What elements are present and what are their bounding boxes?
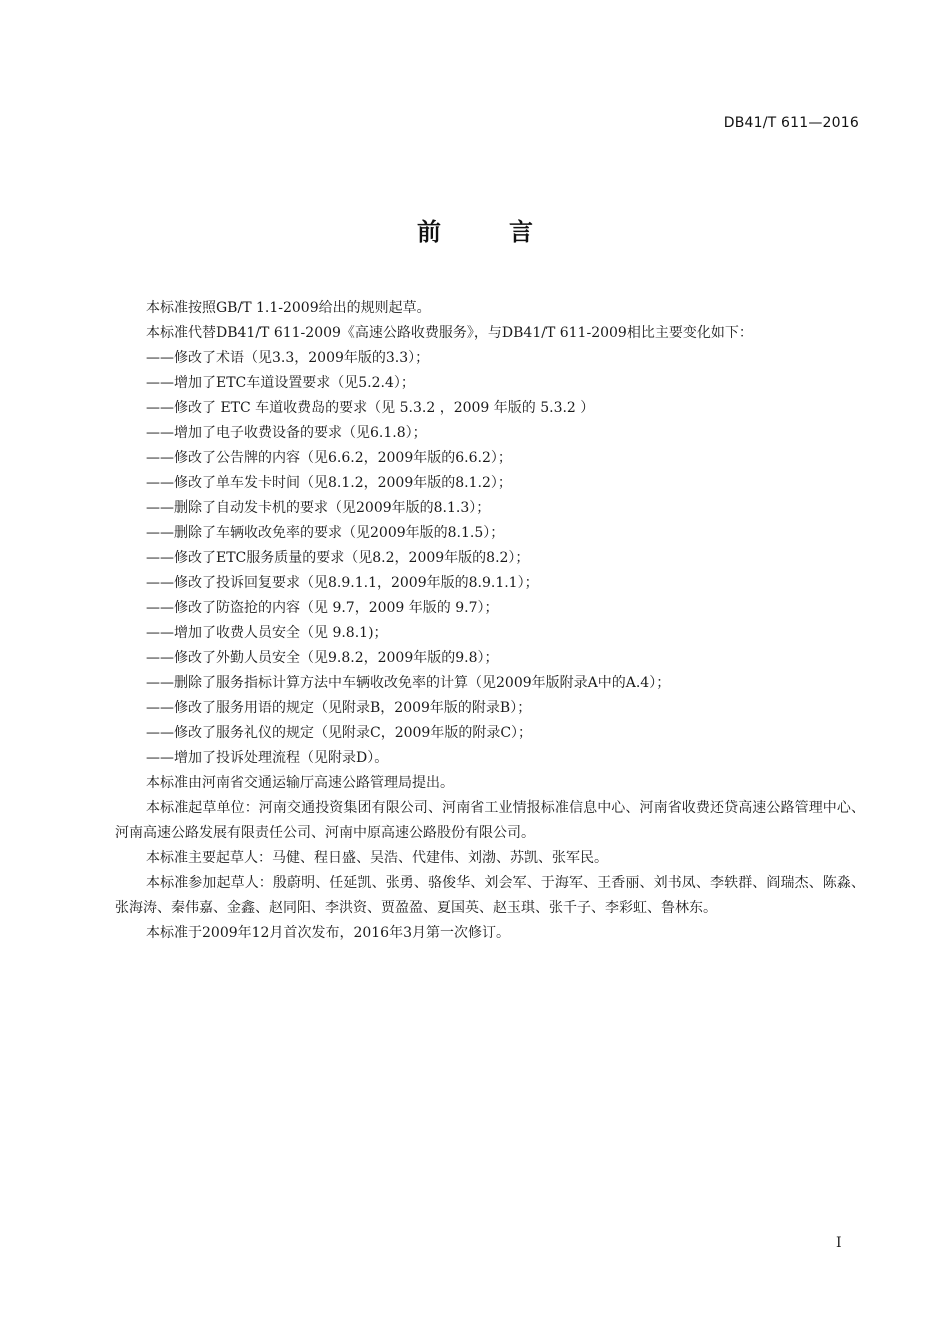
standard-code: DB41/T 611—2016 [723, 115, 859, 131]
document-body [115, 296, 865, 946]
change-item: ——修改了服务用语的规定（见附录B，2009年版的附录B）； [146, 700, 532, 716]
change-item: ——修改了外勤人员安全（见9.8.2，2009年版的9.8）； [146, 650, 499, 666]
change-item: ——修改了公告牌的内容（见6.6.2，2009年版的6.6.2）； [146, 450, 512, 466]
main-drafters-paragraph: 本标准主要起草人：马健、程日盛、吴浩、代建伟、刘渤、苏凯、张军民。 [146, 850, 608, 866]
change-list [115, 346, 865, 771]
change-item: ——删除了服务指标计算方法中车辆收改免率的计算（见2009年版附录A中的A.4）； [146, 675, 671, 691]
proposer-paragraph: 本标准由河南省交通运输厅高速公路管理局提出。 [146, 775, 454, 791]
change-item: ——修改了投诉回复要求（见8.9.1.1，2009年版的8.9.1.1）； [146, 575, 539, 591]
change-item: ——修改了 ETC 车道收费岛的要求（见 5.3.2 ，2009 年版的 5.3.2 ） [146, 400, 595, 416]
drafting-units-paragraph: 本标准起草单位：河南交通投资集团有限公司、河南省工业情报标准信息中心、河南省收费还贷高速公路管理中心、河南高速公路发展有限责任公司、河南中原高速公路股份有限公司。 [115, 800, 865, 841]
intro-paragraph: 本标准按照GB/T 1.1-2009给出的规则起草。 [146, 300, 431, 316]
change-item: ——删除了自动发卡机的要求（见2009年版的8.1.3）； [146, 500, 491, 516]
change-item: ——修改了防盗抢的内容（见 9.7，2009 年版的 9.7）； [146, 600, 499, 616]
page-title: 前 言 [417, 218, 555, 246]
page-number: I [836, 1235, 842, 1251]
change-item: ——修改了单车发卡时间（见8.1.2，2009年版的8.1.2）； [146, 475, 512, 491]
participating-drafters-paragraph: 本标准参加起草人：殷蔚明、任延凯、张勇、骆俊华、刘会军、于海军、王香丽、刘书凤、李轶群、阎瑞杰、陈淼、张海涛、秦伟嘉、金鑫、赵同阳、李洪资、贾盈盈、夏国英、赵玉琪、张千子、李彩虹、鲁林东。 [115, 875, 865, 916]
release-history-paragraph: 本标准于2009年12月首次发布，2016年3月第一次修订。 [146, 925, 510, 941]
change-item: ——修改了服务礼仪的规定（见附录C，2009年版的附录C）； [146, 725, 533, 741]
change-item: ——删除了车辆收改免率的要求（见2009年版的8.1.5）； [146, 525, 505, 541]
change-item: ——修改了术语（见3.3，2009年版的3.3）； [146, 350, 430, 366]
change-item: ——增加了投诉处理流程（见附录D）。 [146, 750, 389, 766]
change-item: ——修改了ETC服务质量的要求（见8.2，2009年版的8.2）； [146, 550, 530, 566]
intro-paragraph: 本标准代替DB41/T 611-2009《高速公路收费服务》，与DB41/T 611-2009相比主要变化如下： [146, 325, 753, 341]
change-item: ——增加了电子收费设备的要求（见6.1.8）； [146, 425, 427, 441]
change-item: ——增加了收费人员安全（见 9.8.1)； [146, 625, 388, 641]
change-item: ——增加了ETC车道设置要求（见5.2.4）； [146, 375, 415, 391]
